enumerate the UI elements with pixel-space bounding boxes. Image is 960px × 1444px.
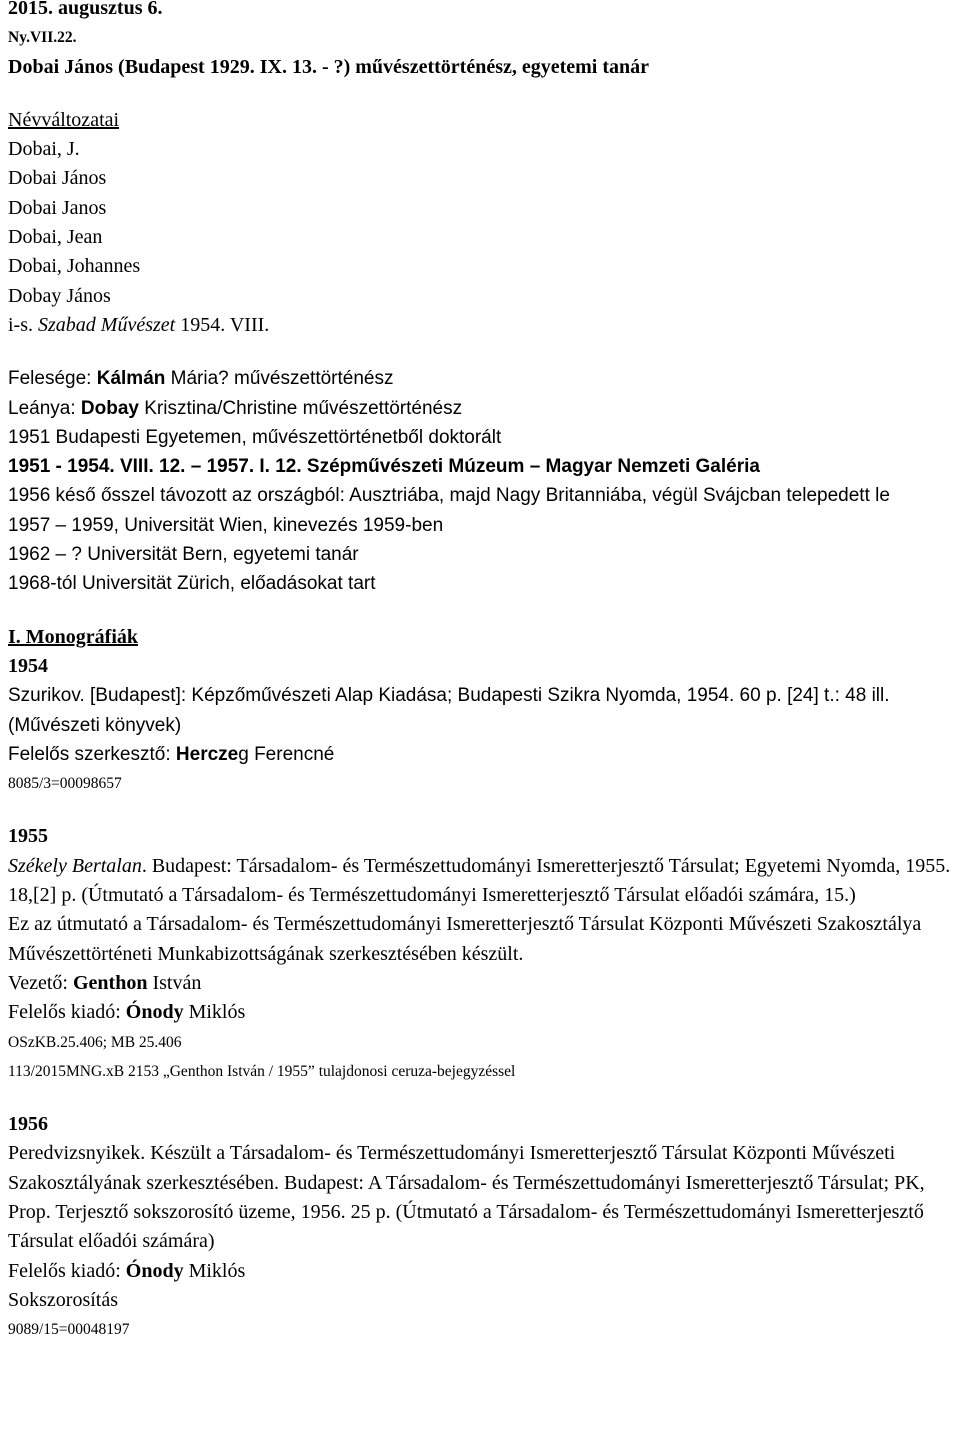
wife-label: Felesége:: [8, 368, 97, 390]
name-variants-heading: Névváltozatai: [8, 108, 120, 131]
editor-label: Felelős szerkesztő:: [8, 743, 176, 765]
leader-name-bold: Genthon: [72, 971, 148, 994]
pseudonym-journal: Szabad Művészet: [38, 313, 176, 336]
name-variant-item: Dobai János: [8, 167, 107, 190]
daughter-label: Leánya:: [8, 397, 81, 419]
name-variant-item: Dobai, J.: [8, 138, 80, 161]
pseudonym-line: [8, 311, 952, 340]
editor-name-rest: g Ferencné: [238, 743, 335, 765]
museum-dates: 1951 - 1954. VIII. 12. – 1957. I. 12.: [8, 456, 302, 478]
publisher-name-bold: Ónody: [125, 1259, 184, 1282]
year-heading-1955: 1955: [8, 825, 48, 848]
publisher-line-1956: [8, 1257, 952, 1286]
reproduction-line-1956: Sokszorosítás: [8, 1288, 118, 1311]
leader-line-1955: [8, 969, 952, 998]
leader-label: Vezető:: [8, 971, 73, 994]
monographs-heading: I. Monográfiák: [8, 625, 138, 648]
publisher-label: Felelős kiadó:: [8, 1001, 126, 1024]
wife-line: [8, 364, 952, 393]
publisher-name-bold: Ónody: [125, 1001, 184, 1024]
museum-names: Szépművészeti Múzeum – Magyar Nemzeti Galéria: [301, 456, 760, 478]
header-reference: Ny.VII.22.: [8, 29, 77, 47]
catalog-code-1956: 9089/15=00048197: [8, 1321, 130, 1339]
zurich-line: 1968-tól Universität Zürich, előadásokat tart: [8, 573, 376, 595]
wife-rest: Mária? művészettörténész: [165, 368, 394, 390]
name-variant-item: Dobai, Jean: [8, 226, 103, 249]
editor-name-bold: Hercze: [175, 743, 239, 765]
daughter-rest: Krisztina/Christine művészettörténész: [138, 397, 463, 419]
citation-text-1955: . Budapest: Társadalom- és Természettudományi Ismeretterjesztő Társulat; Egyetemi Nyomda, 1955. 18,[2] p. (Útmutató a Társadalom- és Természettudományi Ismeretterjesztő Társulat előadói számára, 15.): [8, 854, 951, 907]
publisher-label: Felelős kiadó:: [8, 1259, 126, 1282]
pseudonym-prefix: i-s.: [8, 313, 38, 336]
daughter-line: [8, 394, 952, 423]
ownership-note-1955: 113/2015MNG.xB 2153 „Genthon István / 1955” tulajdonosi ceruza-bejegyzéssel: [8, 1062, 516, 1080]
emigration-line: 1956 késő ősszel távozott az országból: Ausztriába, majd Nagy Britanniába, végül Svájcban telepedett le: [8, 485, 890, 507]
page-title: Dobai János (Budapest 1929. IX. 13. - ?) művészettörténész, egyetemi tanár: [8, 55, 650, 78]
citation-1954: Szurikov. [Budapest]: Képzőművészeti Alap Kiadása; Budapesti Szikra Nyomda, 1954. 60 p. [24] t.: 48 ill. (Művészeti könyvek): [8, 685, 890, 736]
editor-line-1954: [8, 740, 952, 769]
publisher-line-1955: [8, 998, 952, 1027]
year-heading-1956: 1956: [8, 1113, 48, 1136]
year-heading-1954: 1954: [8, 654, 48, 677]
catalog-code-1954: 8085/3=00098657: [8, 775, 122, 793]
vienna-line: 1957 – 1959, Universität Wien, kinevezés 1959-ben: [8, 514, 444, 536]
name-variant-item: Dobay János: [8, 284, 111, 307]
catalog-code-1955: OSzKB.25.406; MB 25.406: [8, 1033, 182, 1051]
museum-line: [8, 452, 952, 481]
citation-1956: Peredvizsnyikek. Készült a Társadalom- és Természettudományi Ismeretterjesztő Társulat Központi Művészeti Szakosztályának szerkesztésében. Budapest: A Társadalom- és Természettudományi Ismeretterjesztő Társulat; PK, Prop. Terjesztő sokszorosító üzeme, 1956. 25 p. (Útmutató a Társadalom- és Természettudományi Ismeretterjesztő Társulat előadói számára): [8, 1142, 925, 1253]
citation-1955: [8, 852, 952, 911]
name-variant-item: Dobai, Johannes: [8, 255, 141, 278]
name-variant-item: Dobai Janos: [8, 196, 107, 219]
pseudonym-rest: 1954. VIII.: [175, 313, 270, 336]
leader-name-rest: István: [147, 971, 202, 994]
daughter-name: Dobay: [80, 397, 139, 419]
bern-line: 1962 – ? Universität Bern, egyetemi tanár: [8, 544, 359, 566]
publisher-name-rest: Miklós: [183, 1001, 246, 1024]
author-1955: Székely Bertalan: [8, 854, 142, 877]
doctorate-line: 1951 Budapesti Egyetemen, művészettörténetből doktorált: [8, 426, 502, 448]
publisher-name-rest: Miklós: [183, 1259, 246, 1282]
wife-name: Kálmán: [96, 368, 166, 390]
note-1955: Ez az útmutató a Társadalom- és Természettudományi Ismeretterjesztő Társulat Központi Művészeti Szakosztálya Művészettörténeti Munkabizottságának szerkesztésében készült.: [8, 913, 922, 965]
header-date: 2015. augusztus 6.: [8, 0, 163, 19]
